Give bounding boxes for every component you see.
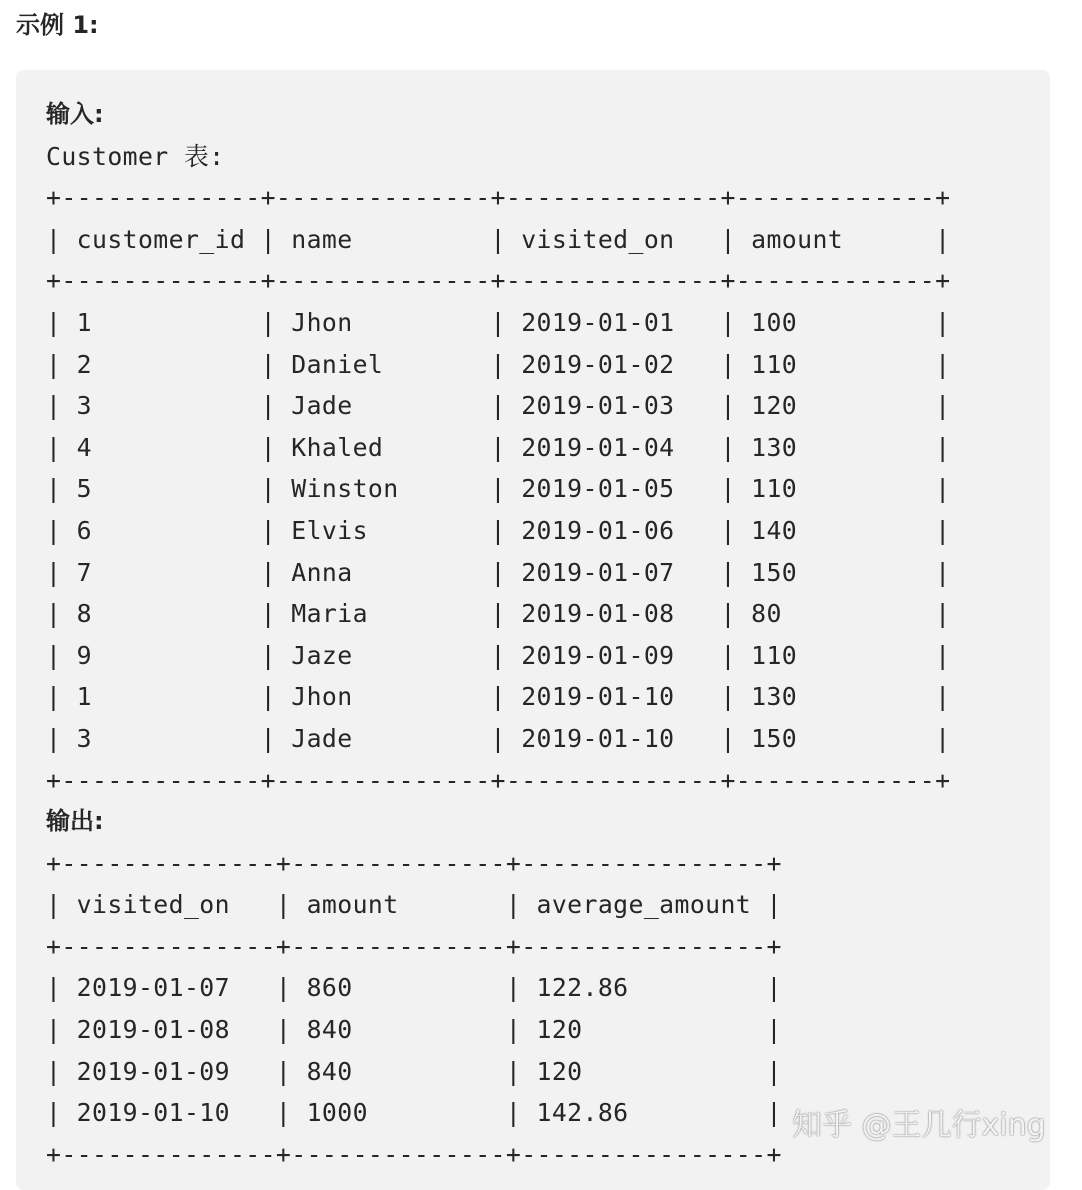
table-row: | 8 | Maria | 2019-01-08 | 80 |	[46, 599, 951, 629]
table-row: | 3 | Jade | 2019-01-03 | 120 |	[46, 391, 951, 421]
table-row: | 2019-01-10 | 1000 | 142.86 |	[46, 1098, 782, 1128]
example-heading: 示例 1:	[16, 11, 99, 39]
table-row: | customer_id | name | visited_on | amount |	[46, 224, 951, 254]
table-row: | 7 | Anna | 2019-01-07 | 150 |	[46, 557, 951, 587]
table-row: +-------------+--------------+--------------+-------------+	[46, 266, 951, 296]
customer-table	[46, 219, 1050, 801]
watermark: 知乎 @王几行xing	[792, 1108, 1046, 1143]
table-row: | visited_on | amount | average_amount |	[46, 890, 782, 920]
table-row: | 9 | Jaze | 2019-01-09 | 110 |	[46, 640, 951, 670]
customer-table-top-border: +-------------+--------------+--------------+-------------+	[46, 183, 951, 213]
table-row: | 2019-01-07 | 860 | 122.86 |	[46, 973, 782, 1003]
table-row: | 2019-01-09 | 840 | 120 |	[46, 1056, 782, 1086]
table-row: | 4 | Khaled | 2019-01-04 | 130 |	[46, 432, 951, 462]
output-table-top-border: +--------------+--------------+----------------+	[46, 848, 782, 878]
table-row: +-------------+--------------+--------------+-------------+	[46, 765, 951, 795]
table-row: | 6 | Elvis | 2019-01-06 | 140 |	[46, 515, 951, 545]
table-row: | 2 | Daniel | 2019-01-02 | 110 |	[46, 349, 951, 379]
table-row: | 3 | Jade | 2019-01-10 | 150 |	[46, 723, 951, 753]
code-block	[16, 70, 1050, 1190]
table-row: | 2019-01-08 | 840 | 120 |	[46, 1015, 782, 1045]
output-label: 输出:	[46, 807, 104, 836]
table-row: | 1 | Jhon | 2019-01-10 | 130 |	[46, 682, 951, 712]
table-row: | 5 | Winston | 2019-01-05 | 110 |	[46, 474, 951, 504]
input-label: 输入:	[46, 100, 104, 128]
table-caption: Customer 表:	[46, 141, 225, 171]
table-row: +--------------+--------------+----------------+	[46, 1139, 782, 1169]
table-row: +--------------+--------------+----------------+	[46, 931, 782, 961]
table-row: | 1 | Jhon | 2019-01-01 | 100 |	[46, 307, 951, 337]
